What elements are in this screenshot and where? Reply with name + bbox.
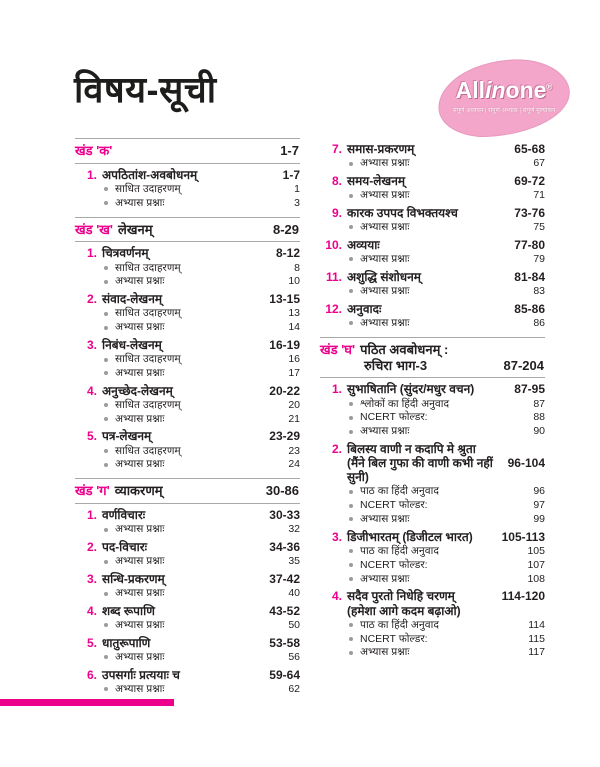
item-page-range: 8-12 [275,246,300,261]
item-page-range: 114-120 [501,589,545,604]
toc-item [75,668,300,696]
item-title-line [320,456,545,484]
subitem-label: NCERT फोल्डर: [360,632,428,645]
toc-item [75,292,300,334]
toc-item [75,246,300,288]
item-page-range: 1-7 [282,167,300,182]
subitem-page: 86 [533,316,545,329]
item-title-line [75,540,300,554]
bullet-icon [104,463,108,467]
logo-brand-all: All [455,77,486,103]
subitem-page: 35 [288,555,300,568]
item-title-line [320,270,545,284]
toc-section-header [75,217,300,243]
subitem-label: साधित उदाहरणम् [115,444,181,457]
toc-section-header [75,478,300,504]
subitem-label: अभ्यास प्रश्नाः [115,458,165,471]
toc-subitem [320,619,545,632]
item-title-line [75,572,300,586]
subitem-page: 114 [528,618,545,631]
item-number: 1. [86,508,97,523]
section-title-label: व्याकरणम् [114,483,163,499]
logo-tagline: संपूर्ण अध्ययन | संपूर्ण अभ्यास | संपूर्ण मूल्यांकन [452,108,556,114]
item-title: उपसर्गाः प्रत्ययाः च [102,667,180,682]
toc-subitem [320,485,545,498]
item-page-range: 96-104 [507,456,545,471]
item-number: 4. [86,383,97,398]
subitem-label: अभ्यास प्रश्नाः [360,284,410,297]
subitem-label: NCERT फोल्डर: [360,411,428,424]
toc-subitem [320,411,545,424]
subitem-label: अभ्यास प्रश्नाः [360,316,410,329]
item-title: वर्णविचारः [102,508,146,523]
item-title: पत्र-लेखनम् [102,429,152,444]
bullet-icon [349,289,353,293]
item-number: 2. [331,441,342,456]
item-page-range: 23-29 [269,429,300,444]
item-title-line [320,142,545,156]
section-header-line [75,483,299,499]
section-title-label: पठित अवबोधनम् : [360,341,449,357]
item-title-line [75,668,300,682]
toc-column-left [75,138,300,696]
section-page-range: 8-29 [272,221,299,237]
toc-subitem [320,157,545,170]
item-title-line [320,442,545,456]
item-title: संवाद-लेखनम् [102,292,163,307]
subitem-label: अभ्यास प्रश्नाः [360,425,410,438]
item-number: 2. [86,292,97,307]
subitem-page: 90 [533,425,545,438]
toc-subitem [75,183,300,196]
item-title-line [75,429,300,443]
toc-item [320,142,545,170]
item-title: अनुवादः [347,301,382,316]
toc-item [75,572,300,600]
subitem-page: 13 [288,307,300,320]
toc-subitem [75,321,300,334]
subitem-label: NCERT फोल्डर: [360,499,428,512]
subitem-page: 20 [288,398,300,411]
item-title: समय-लेखनम् [347,173,406,188]
subitem-page: 32 [288,523,300,536]
toc-columns [75,138,545,696]
bullet-icon [349,490,353,494]
item-number: 1. [86,167,97,182]
bullet-icon [104,560,108,564]
toc-subitem [75,399,300,412]
subitem-page: 62 [288,683,300,695]
item-title: समास-प्रकरणम् [347,142,415,156]
toc-subitem [75,651,300,664]
page-title: विषय-सूची [74,69,217,110]
bullet-icon [104,417,108,421]
item-title: चित्रवर्णनम् [102,246,149,261]
subitem-page: 8 [294,261,300,274]
item-number: 8. [331,173,342,188]
item-page-range: 73-76 [514,205,545,220]
toc-item [320,442,545,526]
section-header-line [320,358,544,374]
toc-item [320,589,545,659]
bullet-icon [349,577,353,581]
toc-item [75,384,300,426]
item-title-line [320,174,545,188]
subitem-page: 10 [288,275,300,288]
item-title: (हमेशा आगे कदम बढ़ाओ) [347,603,461,618]
item-title-line [320,206,545,220]
subitem-label: अभ्यास प्रश्नाः [115,683,165,695]
item-title: पद-विचारः [102,540,148,555]
item-title: सदैव पुरतो निधेहि चरणम् [347,589,455,604]
bullet-icon [349,416,353,420]
item-title-line [320,604,545,618]
subitem-label: अभ्यास प्रश्नाः [115,321,165,334]
subitem-page: 14 [288,321,300,334]
subitem-label: साधित उदाहरणम् [115,398,181,411]
bullet-icon [104,358,108,362]
toc-item [75,636,300,664]
item-title-line [75,338,300,352]
footer-pink-bar [0,699,174,706]
item-title: कारक उपपद विभक्तयश्च [347,205,458,220]
subitem-label: अभ्यास प्रश्नाः [360,572,410,585]
subitem-page: 96 [533,485,545,498]
item-page-range: 77-80 [514,237,545,252]
subitem-label: अभ्यास प्रश्नाः [115,555,165,568]
item-page-range: 20-22 [269,383,300,398]
toc-subitem [75,523,300,536]
toc-subitem [320,285,545,298]
subitem-label: NCERT फोल्डर: [360,558,428,571]
subitem-page: 40 [288,587,300,600]
bullet-icon [104,201,108,205]
item-page-range: 43-52 [269,603,300,618]
item-number: 1. [86,246,97,261]
toc-column-right [320,138,545,659]
item-title: डिजीभारतम् (डिजीटल भारत) [347,529,473,544]
subitem-page: 115 [528,632,545,645]
subitem-page: 21 [288,412,300,425]
bullet-icon [104,655,108,659]
item-page-range: 37-42 [269,571,300,586]
subitem-page: 88 [533,411,545,424]
toc-subitem [320,545,545,558]
item-number: 6. [86,667,97,682]
toc-item [75,338,300,380]
section-khand-label: खंड 'ग' [75,483,110,499]
toc-subitem [75,445,300,458]
toc-section-header [75,138,300,164]
section-header-line [75,222,299,238]
toc-subitem [320,317,545,330]
toc-subitem [320,499,545,512]
subitem-label: साधित उदाहरणम् [115,353,181,366]
registered-mark-icon: ® [546,82,553,92]
item-title: अपठितांश-अवबोधनम् [102,167,198,182]
bullet-icon [104,687,108,691]
allinone-logo [438,60,570,136]
subitem-label: अभ्यास प्रश्नाः [360,157,410,170]
subitem-label: अभ्यास प्रश्नाः [360,513,410,526]
item-title: सन्धि-प्रकरणम् [102,571,165,586]
subitem-page: 17 [288,366,300,379]
bullet-icon [349,194,353,198]
item-page-range: 87-95 [514,382,545,397]
toc-subitem [75,458,300,471]
section-header-line [75,143,299,159]
item-title-line [75,636,300,650]
item-title-line [320,382,545,396]
toc-subitem [320,189,545,202]
subitem-page: 75 [533,221,545,234]
subitem-label: अभ्यास प्रश्नाः [360,221,410,234]
item-number: 3. [86,571,97,586]
toc-item [320,382,545,438]
subitem-page: 99 [533,513,545,526]
item-number: 10. [325,237,342,252]
item-title: अशुद्धि संशोधनम् [347,269,421,284]
item-number: 7. [331,142,342,156]
item-title-line [320,530,545,544]
subitem-label: अभ्यास प्रश्नाः [115,651,165,664]
item-title: बिलस्य वाणी न कदापि मे श्रुता [347,441,476,456]
section-page-range: 1-7 [280,143,299,158]
item-number: 9. [331,205,342,220]
item-number: 3. [331,529,342,544]
section-title-label: लेखनम् [118,221,153,237]
subitem-page: 24 [288,458,300,471]
toc-subitem [320,253,545,266]
bullet-icon [349,637,353,641]
subitem-label: साधित उदाहरणम् [115,307,181,320]
toc-item [75,168,300,210]
bullet-icon [349,257,353,261]
item-page-range: 30-33 [269,508,300,523]
item-page-range: 85-86 [514,301,545,316]
bullet-icon [104,592,108,596]
item-page-range: 53-58 [269,635,300,650]
bullet-icon [104,280,108,284]
toc-subitem [75,587,300,600]
toc-subitem [75,353,300,366]
subitem-page: 117 [528,646,545,659]
logo-brand-in: in [485,77,506,103]
subitem-label: अभ्यास प्रश्नाः [115,196,165,209]
subitem-label: साधित उदाहरणम् [115,183,181,196]
bullet-icon [349,321,353,325]
item-title: शब्द रूपाणि [102,603,155,618]
logo-brand-text [438,77,570,104]
subitem-label: अभ्यास प्रश्नाः [115,275,165,288]
toc-subitem [75,683,300,696]
toc-item [320,174,545,202]
item-title: अनुच्छेद-लेखनम् [102,383,173,398]
subitem-label: अभ्यास प्रश्नाः [115,523,165,536]
item-page-range: 59-64 [269,667,300,682]
subitem-label: अभ्यास प्रश्नाः [360,253,410,266]
item-title: सुभाषितानि (सुंदर/मधुर वचन) [347,382,475,397]
toc-section-header [320,337,545,379]
bullet-icon [349,430,353,434]
toc-item [75,508,300,536]
subitem-page: 107 [527,558,545,571]
bullet-icon [104,449,108,453]
toc-subitem [75,307,300,320]
toc-subitem [320,513,545,526]
item-title-line [75,168,300,182]
item-title-line [320,302,545,316]
section-header-line [320,342,544,358]
subitem-page: 56 [288,651,300,664]
subitem-label: साधित उदाहरणम् [115,261,181,274]
subitem-label: अभ्यास प्रश्नाः [360,189,410,202]
toc-item [320,270,545,298]
toc-item [320,206,545,234]
subitem-page: 67 [533,157,545,170]
subitem-label: पाठ का हिंदी अनुवाद [360,485,439,498]
subitem-label: पाठ का हिंदी अनुवाद [360,545,439,557]
item-title-line [75,246,300,260]
item-title-line [75,604,300,618]
section-khand-label: खंड 'घ' [320,341,356,357]
section-khand-label: खंड 'ख' [75,221,114,237]
toc-item [320,238,545,266]
logo-brand-one: one [505,77,547,103]
bullet-icon [104,326,108,330]
bullet-icon [349,162,353,166]
item-title: अव्ययाः [347,237,380,252]
toc-subitem [320,646,545,659]
bullet-icon [104,623,108,627]
item-page-range: 34-36 [269,540,300,555]
subitem-page: 87 [533,397,545,410]
item-number: 4. [86,603,97,618]
item-title: निबंध-लेखनम् [102,337,162,352]
bullet-icon [349,623,353,627]
item-page-range: 105-113 [501,529,545,544]
toc-subitem [75,413,300,426]
bullet-icon [104,371,108,375]
subitem-page: 3 [294,196,300,209]
bullet-icon [349,517,353,521]
toc-subitem [75,197,300,210]
toc-item [75,604,300,632]
item-number: 4. [331,589,342,604]
item-page-range: 16-19 [269,337,300,352]
subitem-label: अभ्यास प्रश्नाः [115,619,165,632]
subitem-page: 71 [533,189,545,202]
item-number: 11. [325,269,342,284]
bullet-icon [349,651,353,655]
subitem-label: पाठ का हिंदी अनुवाद [360,618,439,631]
subitem-page: 83 [533,284,545,297]
toc-item [75,429,300,471]
toc-subitem [75,555,300,568]
subitem-page: 79 [533,253,545,266]
subitem-label: अभ्यास प्रश्नाः [115,412,165,425]
item-page-range: 81-84 [514,269,545,284]
bullet-icon [349,225,353,229]
item-title: (मैंने बिल गुफा की वाणी कभी नहीं सुनी) [347,456,493,485]
section-title-label: रुचिरा भाग-3 [364,357,428,373]
toc-item [320,302,545,330]
item-number: 5. [86,429,97,444]
bullet-icon [104,312,108,316]
item-number: 12. [325,301,342,316]
item-page-range: 69-72 [514,173,545,188]
bullet-icon [104,187,108,191]
section-page-range: 87-204 [503,357,544,373]
item-number: 5. [86,635,97,650]
item-page-range: 13-15 [269,292,300,307]
item-title-line [320,589,545,603]
section-page-range: 30-86 [265,483,299,499]
subitem-page: 108 [527,572,545,585]
subitem-label: अभ्यास प्रश्नाः [115,587,165,600]
toc-subitem [75,367,300,380]
item-number: 2. [86,540,97,555]
item-title-line [75,384,300,398]
subitem-page: 105 [527,545,545,557]
bullet-icon [349,563,353,567]
toc-subitem [320,573,545,586]
bullet-icon [104,266,108,270]
subitem-page: 16 [288,353,300,366]
bullet-icon [104,528,108,532]
section-khand-label: खंड 'क' [75,143,113,158]
subitem-label: श्लोकों का हिंदी अनुवाद [360,397,450,410]
toc-subitem [320,633,545,646]
item-title-line [75,292,300,306]
toc-subitem [75,619,300,632]
subitem-label: अभ्यास प्रश्नाः [115,366,165,379]
toc-subitem [320,425,545,438]
subitem-page: 1 [294,183,300,196]
bullet-icon [349,504,353,508]
subitem-label: अभ्यास प्रश्नाः [360,646,410,659]
toc-subitem [320,221,545,234]
item-title-line [320,238,545,252]
item-title-line [75,508,300,522]
subitem-page: 23 [288,444,300,457]
toc-subitem [75,262,300,275]
bullet-icon [349,402,353,406]
item-title: धातुरूपाणि [102,635,151,650]
toc-item [75,540,300,568]
subitem-page: 50 [288,619,300,632]
item-number: 3. [86,337,97,352]
bullet-icon [104,403,108,407]
toc-subitem [75,275,300,288]
item-page-range: 65-68 [514,142,545,156]
bullet-icon [349,549,353,553]
subitem-page: 97 [533,499,545,512]
toc-subitem [320,559,545,572]
toc-item [320,530,545,586]
item-number: 1. [331,382,342,397]
toc-subitem [320,398,545,411]
